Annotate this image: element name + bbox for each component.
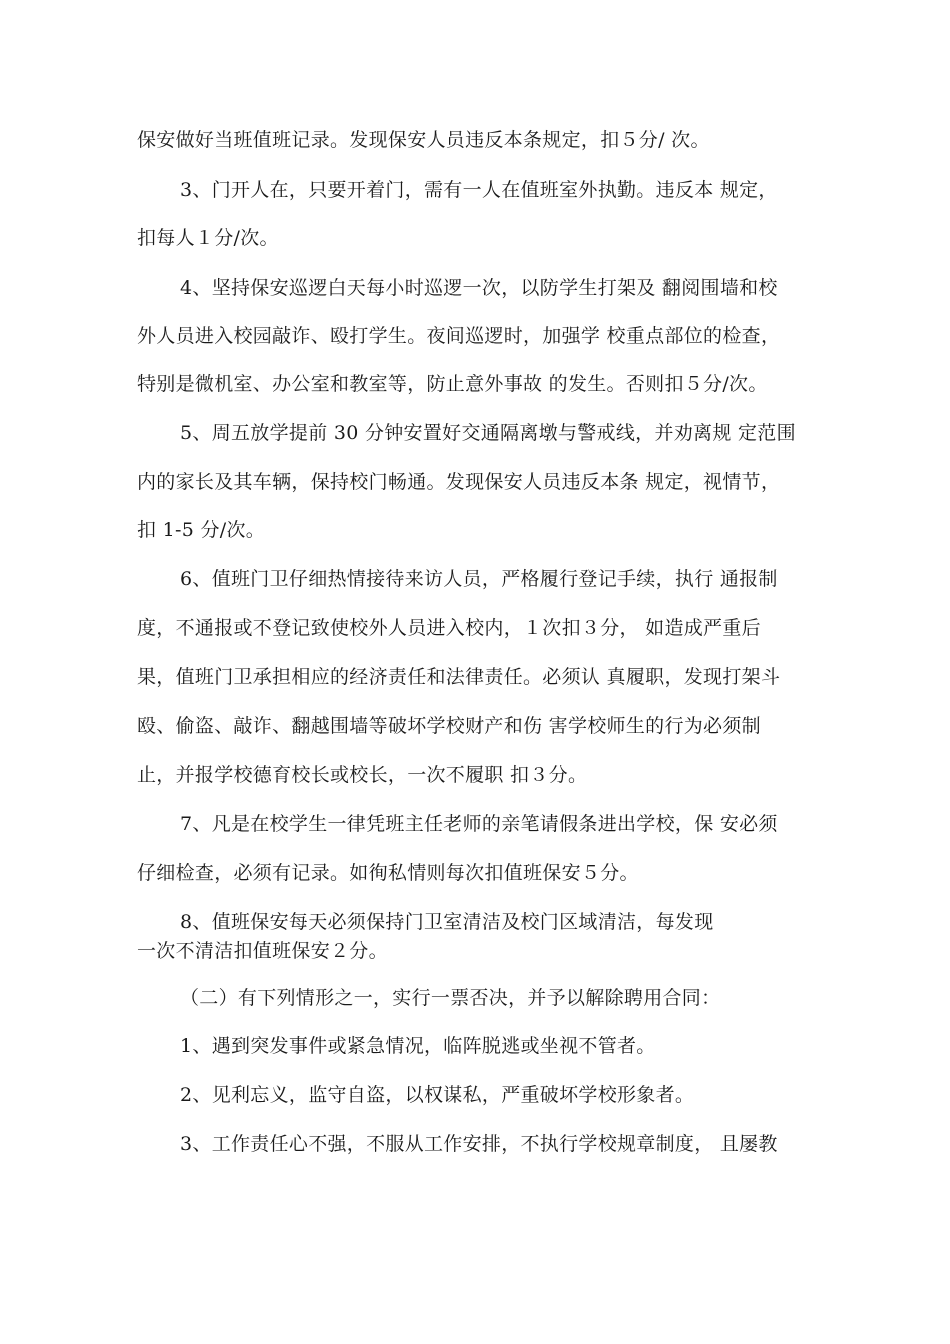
text-line-10: 6、值班门卫仔细热情接待来访人员，严格履行登记手续，执行 通报制 bbox=[180, 568, 778, 590]
text-line-18: 一次不清洁扣值班保安２分。 bbox=[137, 940, 388, 962]
text-line-7: 5、周五放学提前 30 分钟安置好交通隔离墩与警戒线，并劝离规 定范围 bbox=[180, 422, 796, 444]
text-line-4: 4、坚持保安巡逻白天每小时巡逻一次，以防学生打架及 翻阅围墙和校 bbox=[180, 277, 778, 299]
text-line-1: 保安做好当班值班记录。发现保安人员违反本条规定，扣５分/ 次。 bbox=[137, 129, 710, 151]
text-line-19: （二）有下列情形之一，实行一票否决，并予以解除聘用合同： bbox=[180, 987, 721, 1009]
text-line-11: 度，不通报或不登记致使校外人员进入校内，１次扣３分， 如造成严重后 bbox=[137, 617, 761, 639]
text-line-15: 7、凡是在校学生一律凭班主任老师的亲笔请假条进出学校，保 安必须 bbox=[180, 813, 778, 835]
text-line-3: 扣每人１分/次。 bbox=[137, 227, 279, 249]
text-line-8: 内的家长及其车辆，保持校门畅通。发现保安人员违反本条 规定，视情节， bbox=[137, 471, 781, 493]
text-line-22: 3、工作责任心不强，不服从工作安排，不执行学校规章制度， 且屡教 bbox=[180, 1133, 778, 1155]
text-line-13: 殴、偷盗、敲诈、翻越围墙等破坏学校财产和伤 害学校师生的行为必须制 bbox=[137, 715, 761, 737]
text-line-5: 外人员进入校园敲诈、殴打学生。夜间巡逻时，加强学 校重点部位的检查， bbox=[137, 325, 781, 347]
text-line-9: 扣 1-5 分/次。 bbox=[137, 519, 266, 541]
text-line-14: 止，并报学校德育校长或校长，一次不履职 扣３分。 bbox=[137, 764, 588, 786]
text-line-6: 特别是微机室、办公室和教室等，防止意外事故 的发生。否则扣５分/次。 bbox=[137, 373, 768, 395]
text-line-16: 仔细检查，必须有记录。如徇私情则每次扣值班保安５分。 bbox=[137, 862, 639, 884]
text-line-20: 1、遇到突发事件或紧急情况，临阵脱逃或坐视不管者。 bbox=[180, 1035, 656, 1057]
text-line-17: 8、值班保安每天必须保持门卫室清洁及校门区域清洁，每发现 bbox=[180, 911, 714, 933]
text-line-12: 果，值班门卫承担相应的经济责任和法律责任。必须认 真履职，发现打架斗 bbox=[137, 666, 781, 688]
text-line-21: 2、见利忘义，监守自盗，以权谋私，严重破坏学校形象者。 bbox=[180, 1084, 695, 1106]
text-line-2: 3、门开人在，只要开着门，需有一人在值班室外执勤。违反本 规定， bbox=[180, 179, 778, 201]
